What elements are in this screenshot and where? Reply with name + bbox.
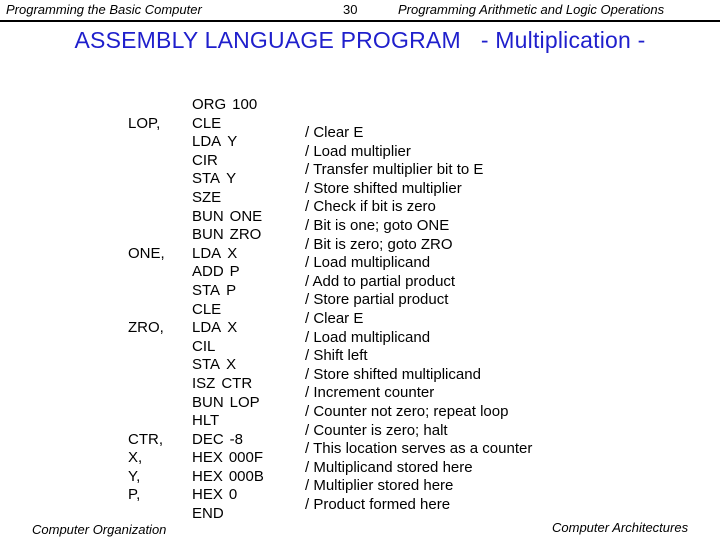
program-label	[128, 356, 165, 375]
opcode: CIL	[192, 337, 216, 355]
slide-title-main: ASSEMBLY LANGUAGE PROGRAM	[74, 27, 461, 53]
opcode: STA	[192, 170, 221, 188]
program-comment: / Load multiplicand	[305, 254, 431, 272]
program-label	[128, 338, 165, 357]
operand: P	[229, 263, 240, 281]
program-comment: / Multiplier stored here	[305, 477, 454, 495]
operand: -8	[229, 430, 244, 448]
program-instruction	[192, 245, 264, 264]
program-instruction	[192, 505, 264, 524]
program-comment: / Load multiplier	[305, 142, 411, 160]
opcode: CIR	[192, 151, 218, 169]
opcode: DEC	[192, 430, 224, 448]
program-instructions	[192, 96, 264, 524]
program-comment: / Product formed here	[305, 495, 451, 513]
program-comment: / Counter not zero; repeat loop	[305, 402, 509, 420]
opcode: HEX	[192, 449, 223, 467]
opcode: ISZ	[192, 374, 216, 392]
header-section-title: Programming Arithmetic and Logic Operations	[398, 2, 665, 17]
program-comment: / Increment counter	[305, 384, 435, 402]
operand: 0	[228, 486, 238, 504]
program-label	[128, 301, 165, 320]
operand: X	[226, 356, 237, 374]
page-number: 30	[343, 2, 358, 17]
program-comment: / Multiplicand stored here	[305, 458, 473, 476]
opcode: BUN	[192, 393, 224, 411]
program-instruction	[192, 170, 264, 189]
program-label	[128, 170, 165, 189]
program-label	[128, 152, 165, 171]
program-instruction	[192, 412, 264, 431]
footer-left: Computer Organization	[32, 522, 167, 537]
program-instruction	[192, 133, 264, 152]
program-comment: / Shift left	[305, 347, 368, 365]
slide-title	[0, 27, 720, 54]
operand: ONE	[229, 207, 263, 225]
operand: 100	[232, 96, 258, 113]
program-instruction	[192, 263, 264, 282]
operand: Y	[226, 170, 237, 188]
program-comment: / Clear E	[305, 309, 364, 327]
program-comment: / Load multiplicand	[305, 328, 431, 346]
slide-title-suffix: - Multiplication -	[480, 27, 646, 53]
program-instruction	[192, 96, 264, 115]
opcode: CLE	[192, 300, 222, 318]
program-instruction	[192, 282, 264, 301]
program-label	[128, 282, 165, 301]
program-comment: / Counter is zero; halt	[305, 421, 448, 439]
opcode: STA	[192, 281, 221, 299]
program-comment: / Store partial product	[305, 291, 449, 309]
program-instruction	[192, 115, 264, 134]
program-label	[128, 394, 165, 413]
program-comment: / Add to partial product	[305, 272, 456, 290]
opcode: CLE	[192, 114, 222, 132]
opcode: LDA	[192, 133, 222, 151]
program-instruction	[192, 449, 264, 468]
opcode: LDA	[192, 319, 222, 337]
operand: ZRO	[229, 226, 262, 244]
opcode: SZE	[192, 188, 222, 206]
program-label: Y,	[128, 467, 141, 485]
program-label	[128, 375, 165, 394]
program-label: P,	[128, 486, 141, 504]
program-instruction	[192, 301, 264, 320]
program-comment: / This location serves as a counter	[305, 440, 533, 458]
program-label: LOP,	[128, 114, 161, 132]
program-label	[128, 412, 165, 431]
program-instruction	[192, 226, 264, 245]
program-comment: / Store shifted multiplier	[305, 179, 462, 197]
program-label: X,	[128, 449, 143, 467]
opcode: HEX	[192, 467, 223, 485]
program-comments	[305, 124, 532, 514]
program-comment: / Transfer multiplier bit to E	[305, 161, 484, 179]
program-instruction	[192, 152, 264, 171]
program-label	[128, 96, 165, 115]
program-instruction	[192, 431, 264, 450]
program-label	[128, 189, 165, 208]
opcode: ADD	[192, 263, 224, 281]
program-comment: / Clear E	[305, 124, 364, 141]
program-label	[128, 226, 165, 245]
header-course-title: Programming the Basic Computer	[6, 2, 202, 17]
program-instruction	[192, 375, 264, 394]
program-label: ONE,	[128, 244, 165, 262]
opcode: HEX	[192, 486, 223, 504]
opcode: BUN	[192, 207, 224, 225]
header-divider	[0, 20, 720, 22]
opcode: HLT	[192, 412, 220, 430]
operand: P	[226, 281, 237, 299]
program-instruction	[192, 189, 264, 208]
operand: 000F	[228, 449, 264, 467]
program-instruction	[192, 468, 264, 487]
footer-right: Computer Architectures	[552, 520, 689, 535]
program-instruction	[192, 486, 264, 505]
program-comment: / Bit is zero; goto ZRO	[305, 235, 453, 253]
program-label	[128, 133, 165, 152]
operand: 000B	[228, 467, 264, 485]
program-instruction	[192, 319, 264, 338]
operand: X	[227, 244, 238, 262]
program-label: CTR,	[128, 430, 163, 448]
program-label: ZRO,	[128, 319, 164, 337]
opcode: END	[192, 505, 224, 523]
operand: LOP	[229, 393, 260, 411]
operand: CTR	[221, 374, 253, 392]
program-instruction	[192, 338, 264, 357]
program-label	[128, 263, 165, 282]
operand: X	[227, 319, 238, 337]
program-label	[128, 505, 165, 524]
program-labels	[128, 96, 165, 524]
opcode: BUN	[192, 226, 224, 244]
opcode: LDA	[192, 244, 222, 262]
program-instruction	[192, 208, 264, 227]
opcode: ORG	[192, 96, 227, 113]
program-comment: / Check if bit is zero	[305, 198, 436, 216]
program-instruction	[192, 394, 264, 413]
operand: Y	[227, 133, 238, 151]
program-instruction	[192, 356, 264, 375]
program-comment: / Bit is one; goto ONE	[305, 216, 450, 234]
program-comment: / Store shifted multiplicand	[305, 365, 481, 383]
opcode: STA	[192, 356, 221, 374]
program-label	[128, 208, 165, 227]
